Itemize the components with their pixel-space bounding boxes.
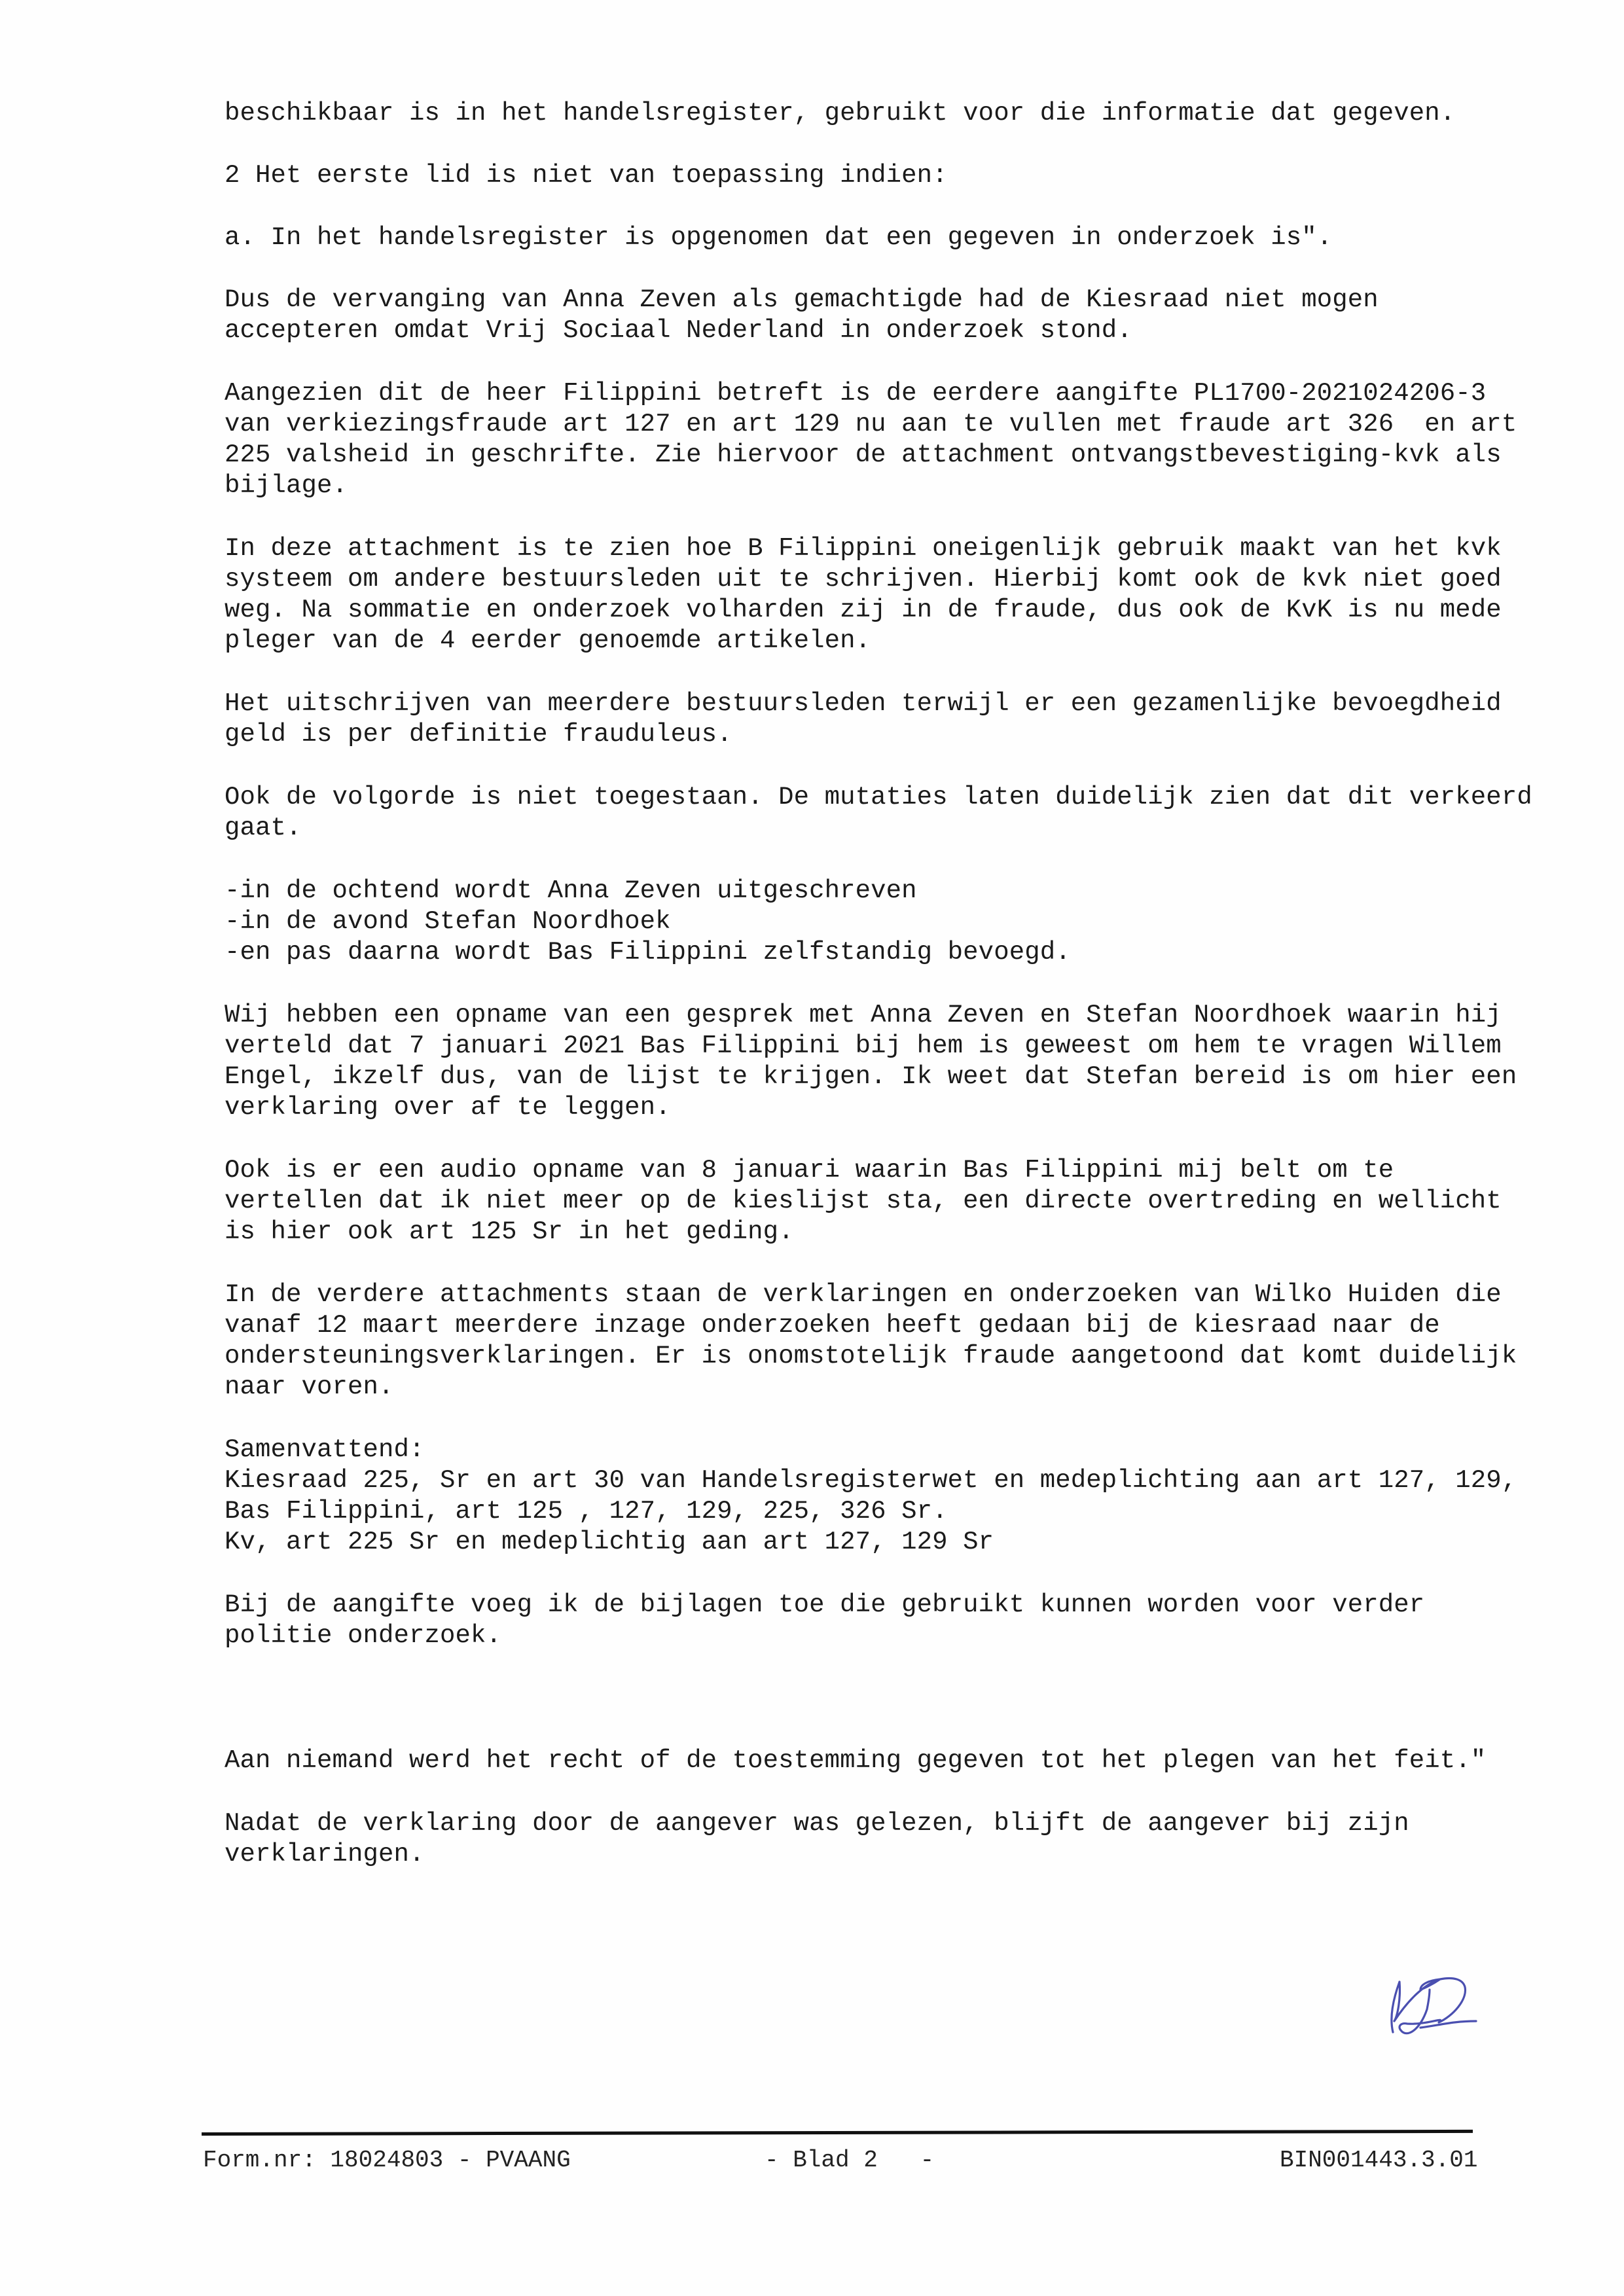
text-line: beschikbaar is in het handelsregister, gebruikt voor die informatie dat gegeven. <box>225 99 1456 128</box>
text-line: ondersteuningsverklaringen. Er is onomstotelijk fraude aangetoond dat komt duidelijk <box>225 1342 1517 1371</box>
text-line: Engel, ikzelf dus, van de lijst te krijgen. Ik weet dat Stefan bereid is om hier een <box>225 1062 1517 1091</box>
text-line: 225 valsheid in geschrifte. Zie hiervoor de attachment ontvangstbevestiging-kvk als <box>225 440 1502 469</box>
text-line: politie onderzoek. <box>225 1621 502 1650</box>
text-line: weg. Na sommatie en onderzoek volharden zij in de fraude, dus ook de KvK is nu mede <box>225 596 1502 624</box>
text-line: naar voren. <box>225 1372 394 1401</box>
footer-page-number: - Blad 2 - <box>765 2147 935 2174</box>
text-line: Wij hebben een opname van een gesprek met Anna Zeven en Stefan Noordhoek waarin hij <box>225 1001 1502 1030</box>
text-line: -in de ochtend wordt Anna Zeven uitgeschreven <box>225 876 917 905</box>
text-line: verklaring over af te leggen. <box>225 1093 671 1122</box>
text-line: Kv, art 225 Sr en medeplichtig aan art 127, 129 Sr <box>225 1528 994 1556</box>
text-line: -in de avond Stefan Noordhoek <box>225 907 671 936</box>
text-line: Bij de aangifte voeg ik de bijlagen toe die gebruikt kunnen worden voor verder <box>225 1590 1425 1619</box>
text-line: pleger van de 4 eerder genoemde artikelen. <box>225 626 871 655</box>
text-line: verteld dat 7 januari 2021 Bas Filippini bij hem is geweest om hem te vragen Willem <box>225 1031 1502 1060</box>
footer-form-number: Form.nr: 18024803 - PVAANG <box>203 2147 571 2174</box>
text-line: a. In het handelsregister is opgenomen dat een gegeven in onderzoek is". <box>225 223 1333 252</box>
text-line: In deze attachment is te zien hoe B Filippini oneigenlijk gebruik maakt van het kvk <box>225 534 1502 563</box>
text-line: is hier ook art 125 Sr in het geding. <box>225 1217 794 1246</box>
signature-icon <box>1381 1970 1479 2042</box>
text-line: Samenvattend: <box>225 1435 425 1464</box>
text-line: vertellen dat ik niet meer op de kieslijst sta, een directe overtreding en wellicht <box>225 1187 1502 1215</box>
footer-rule <box>202 2130 1473 2136</box>
text-line: Kiesraad 225, Sr en art 30 van Handelsregisterwet en medeplichting aan art 127, 129, <box>225 1466 1517 1495</box>
text-line: Dus de vervanging van Anna Zeven als gemachtigde had de Kiesraad niet mogen <box>225 285 1379 314</box>
footer-document-code: BIN001443.3.01 <box>1280 2147 1478 2174</box>
text-line: systeem om andere bestuursleden uit te schrijven. Hierbij komt ook de kvk niet goed <box>225 565 1502 594</box>
text-line: Aan niemand werd het recht of de toestemming gegeven tot het plegen van het feit." <box>225 1746 1487 1775</box>
text-line: Het uitschrijven van meerdere bestuursleden terwijl er een gezamenlijke bevoegdheid <box>225 689 1502 718</box>
text-line: Ook is er een audio opname van 8 januari waarin Bas Filippini mij belt om te <box>225 1156 1394 1185</box>
text-line: Bas Filippini, art 125 , 127, 129, 225, 326 Sr. <box>225 1497 948 1526</box>
text-line: In de verdere attachments staan de verklaringen en onderzoeken van Wilko Huiden die <box>225 1280 1502 1309</box>
text-line: bijlage. <box>225 471 348 500</box>
text-line: Ook de volgorde is niet toegestaan. De mutaties laten duidelijk zien dat dit verkeerd <box>225 783 1532 812</box>
text-line: Nadat de verklaring door de aangever was gelezen, blijft de aangever bij zijn <box>225 1809 1409 1838</box>
text-line: 2 Het eerste lid is niet van toepassing indien: <box>225 161 948 190</box>
text-line: gaat. <box>225 814 302 842</box>
text-line: accepteren omdat Vrij Sociaal Nederland in onderzoek stond. <box>225 316 1132 345</box>
text-line: verklaringen. <box>225 1840 425 1869</box>
text-line: van verkiezingsfraude art 127 en art 129 nu aan te vullen met fraude art 326 en art <box>225 410 1517 439</box>
text-line: -en pas daarna wordt Bas Filippini zelfstandig bevoegd. <box>225 938 1071 967</box>
text-line: geld is per definitie frauduleus. <box>225 720 732 749</box>
text-line: vanaf 12 maart meerdere inzage onderzoeken heeft gedaan bij de kiesraad naar de <box>225 1311 1440 1340</box>
text-line: Aangezien dit de heer Filippini betreft is de eerdere aangifte PL1700-2021024206-3 <box>225 379 1487 408</box>
